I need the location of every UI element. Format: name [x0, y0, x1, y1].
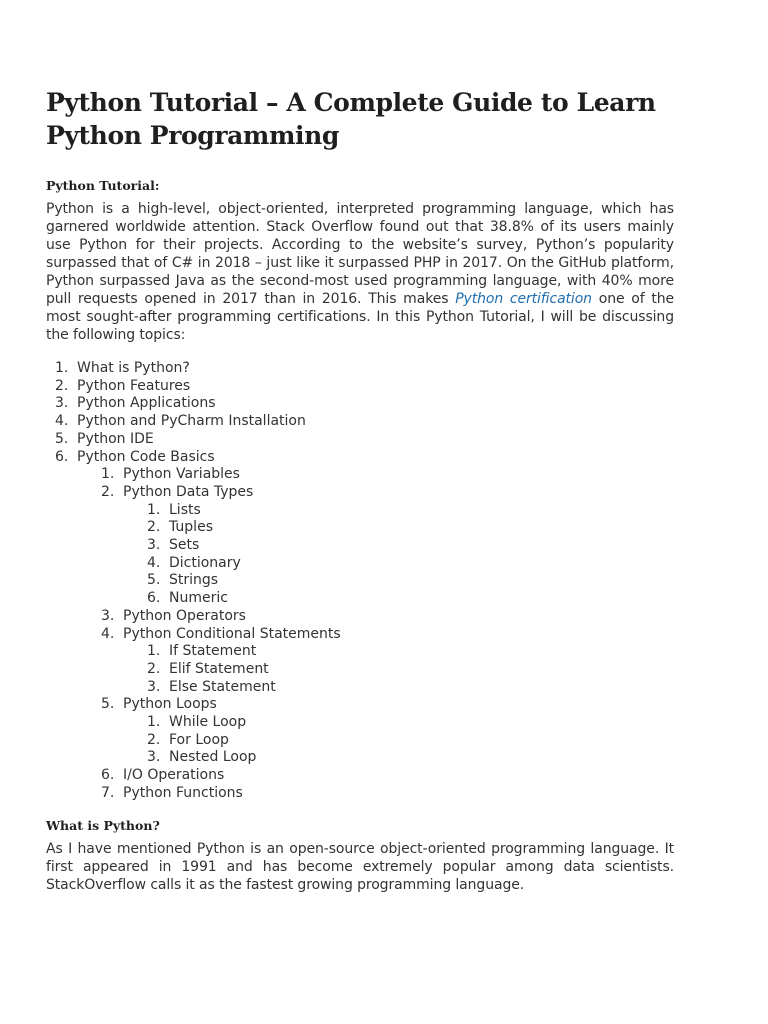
list-item [55, 360, 674, 378]
sub-topic-list [147, 643, 674, 696]
list-item [101, 483, 674, 608]
intro-paragraph [46, 200, 674, 344]
list-item [101, 625, 674, 697]
list-item [55, 430, 674, 449]
list-item-number: 3. [147, 537, 161, 554]
list-item-label: Tuples [169, 519, 213, 536]
list-item [147, 537, 674, 555]
list-item-label: Python Features [77, 377, 191, 394]
list-item-number: 5. [55, 430, 69, 447]
list-item-label: If Statement [169, 643, 257, 660]
list-item-label: Lists [169, 501, 201, 518]
list-item-number: 2. [101, 483, 115, 500]
list-item-number: 4. [147, 554, 161, 571]
list-item [147, 731, 674, 750]
list-item-label: What is Python? [77, 360, 190, 376]
list-item-number: 3. [147, 678, 161, 695]
list-item [55, 395, 674, 413]
section-heading-python-tutorial: Python Tutorial: [46, 178, 160, 193]
list-item [147, 501, 674, 520]
list-item-number: 5. [147, 572, 161, 589]
list-item [147, 590, 674, 608]
page-title: Python Tutorial – A Complete Guide to Learn Python Programming [46, 88, 656, 150]
list-item [147, 572, 674, 590]
list-item [55, 413, 674, 431]
list-item [101, 466, 674, 484]
list-item-number: 3. [101, 607, 115, 624]
python-certification-link[interactable]: Python certification [455, 291, 592, 307]
list-item-number: 4. [55, 413, 69, 430]
list-item-label: Python Data Types [123, 483, 254, 500]
list-item-number: 2. [55, 377, 69, 394]
list-item-number: 1. [55, 360, 69, 376]
list-item-number: 2. [147, 519, 161, 536]
list-item-label: Nested Loop [169, 749, 257, 766]
list-item-number: 7. [101, 784, 115, 801]
intro-text-before-link: Python is a high-level, object-oriented, interpreted programming language, which has garnered worldwide attention. Stack Overflow found out that 38.8% of its users mainly use Python for their projects. According to the website’s survey, Python’s popularity surpassed that of C# in 2018 – just like it surpassed PHP in 2017. On the GitHub platform, Python surpassed Java as the second-most used programming language, with 40% more pull requests opened in 2017 than in 2016. This makes [46, 201, 674, 307]
list-item-number: 1. [101, 466, 115, 483]
list-item-number: 1. [147, 501, 161, 518]
list-item-number: 6. [55, 448, 69, 465]
list-item-label: Sets [169, 537, 200, 554]
list-item-number: 5. [101, 696, 115, 713]
list-item-number: 1. [147, 714, 161, 731]
list-item-label: I/O Operations [123, 767, 225, 784]
list-item-label: Python Loops [123, 696, 217, 713]
list-item-number: 2. [147, 731, 161, 748]
list-item [147, 749, 674, 767]
list-item [55, 448, 674, 803]
list-item-number: 3. [55, 395, 69, 412]
list-item-label: Python Conditional Statements [123, 625, 341, 642]
list-item-number: 6. [147, 590, 161, 607]
section-heading-what-is-python: What is Python? [46, 817, 160, 833]
list-item-label: Python Variables [123, 466, 240, 483]
list-item [147, 643, 674, 661]
list-item-label: Python Code Basics [77, 448, 215, 465]
list-item [147, 678, 674, 697]
list-item [101, 607, 674, 626]
list-item [147, 554, 674, 573]
list-item-label: Python Functions [123, 784, 243, 801]
intro-text-after-link: one of the most sought-after programming certifications. In this Python Tutorial, I will be discussing the following topics: [46, 291, 675, 343]
sub-topic-list [101, 466, 674, 802]
list-item-label: Else Statement [169, 678, 276, 695]
list-item-label: Python Operators [123, 607, 246, 624]
list-item-label: While Loop [169, 714, 247, 731]
what-is-python-paragraph: As I have mentioned Python is an open-source object-oriented programming language. It first appeared in 1991 and has become extremely popular among data scientists. StackOverflow calls it as the fastest growing programming language. [46, 840, 674, 893]
topics-list [46, 360, 674, 803]
list-item-number: 3. [147, 749, 161, 766]
list-item-number: 6. [101, 767, 115, 784]
list-item-label: Python Applications [77, 395, 216, 412]
document-page [46, 86, 674, 894]
list-item-label: Dictionary [169, 554, 241, 571]
list-item [101, 696, 674, 767]
sub-topic-list [147, 501, 674, 608]
list-item [101, 767, 674, 785]
list-item-label: Strings [169, 572, 219, 589]
list-item [147, 519, 674, 537]
list-item [101, 784, 674, 803]
list-item-label: Python IDE [77, 430, 154, 447]
list-item [147, 714, 674, 732]
list-item [55, 377, 674, 396]
list-item-label: Python and PyCharm Installation [77, 413, 306, 430]
list-item-label: For Loop [169, 731, 229, 748]
topic-list [55, 360, 674, 803]
sub-topic-list [147, 714, 674, 767]
list-item [147, 660, 674, 679]
list-item-number: 2. [147, 660, 161, 677]
list-item-label: Numeric [169, 590, 228, 607]
list-item-label: Elif Statement [169, 660, 269, 677]
list-item-number: 4. [101, 625, 115, 642]
list-item-number: 1. [147, 643, 161, 660]
